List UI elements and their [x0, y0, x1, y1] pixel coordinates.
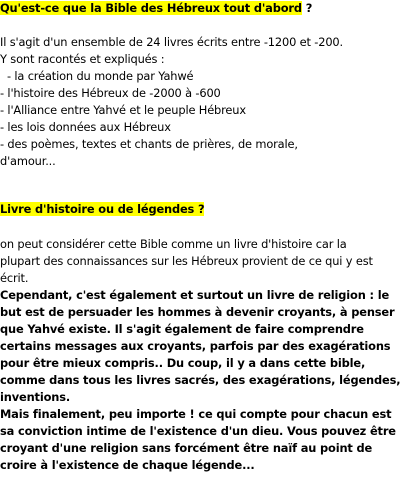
- section1-line: - la création du monde par Yahwé: [0, 69, 194, 83]
- section1-line: Y sont racontés et expliqués :: [0, 52, 165, 66]
- section2-line: écrit.: [0, 271, 29, 285]
- section2-bold-line: Cependant, c'est également et surtout un livre de religion : le: [0, 288, 390, 302]
- section1-heading-tail: ?: [301, 1, 313, 15]
- section1-line: - des poèmes, textes et chants de prières, de morale,: [0, 137, 298, 151]
- section1-heading-highlight: Qu'est-ce que la Bible des Hébreux tout d'abord: [0, 1, 302, 15]
- section2-bold-line: que Yahvé existe. Il s'agit également de faire comprendre: [0, 322, 364, 336]
- section2-heading: [0, 201, 204, 218]
- section1-line: d'amour...: [0, 154, 56, 168]
- section2-heading-highlight: Livre d'histoire ou de légendes ?: [0, 202, 205, 216]
- section1-heading: [0, 0, 312, 17]
- section1-line: - l'Alliance entre Yahvé et le peuple Hébreux: [0, 103, 246, 117]
- section2-bold-line: pour être mieux compris.. Du coup, il y a dans cette bible,: [0, 356, 366, 370]
- section2-bold-paragraph: [0, 287, 406, 474]
- section2-bold-line: sa conviction intime de l'existence d'un dieu. Vous pouvez être: [0, 424, 396, 438]
- section2-bold-line: Mais finalement, peu importe ! ce qui compte pour chacun est: [0, 407, 392, 421]
- section1-line: - l'histoire des Hébreux de -2000 à -600: [0, 86, 221, 100]
- section2-bold-line: inventions.: [0, 390, 71, 404]
- section1-line: - les lois données aux Hébreux: [0, 120, 171, 134]
- section2-bold-line: but est de persuader les hommes à devenir croyants, à penser: [0, 305, 395, 319]
- section1-paragraph: [0, 34, 406, 170]
- section2-bold-line: certains messages aux croyants, parfois par des exagérations: [0, 339, 391, 353]
- section2-paragraph: [0, 236, 406, 287]
- section2-line: on peut considérer cette Bible comme un livre d'histoire car la: [0, 237, 347, 251]
- section2-bold-line: croyant d'une religion sans forcément être naïf au point de: [0, 441, 373, 455]
- section2-bold-line: comme dans tous les livres sacrés, des exagérations, légendes,: [0, 373, 401, 387]
- section2-line: plupart des connaissances sur les Hébreux provient de ce qui y est: [0, 254, 373, 268]
- section2-bold-line: croire à l'existence de chaque légende...: [0, 458, 255, 472]
- section1-line: Il s'agit d'un ensemble de 24 livres écrits entre -1200 et -200.: [0, 35, 344, 49]
